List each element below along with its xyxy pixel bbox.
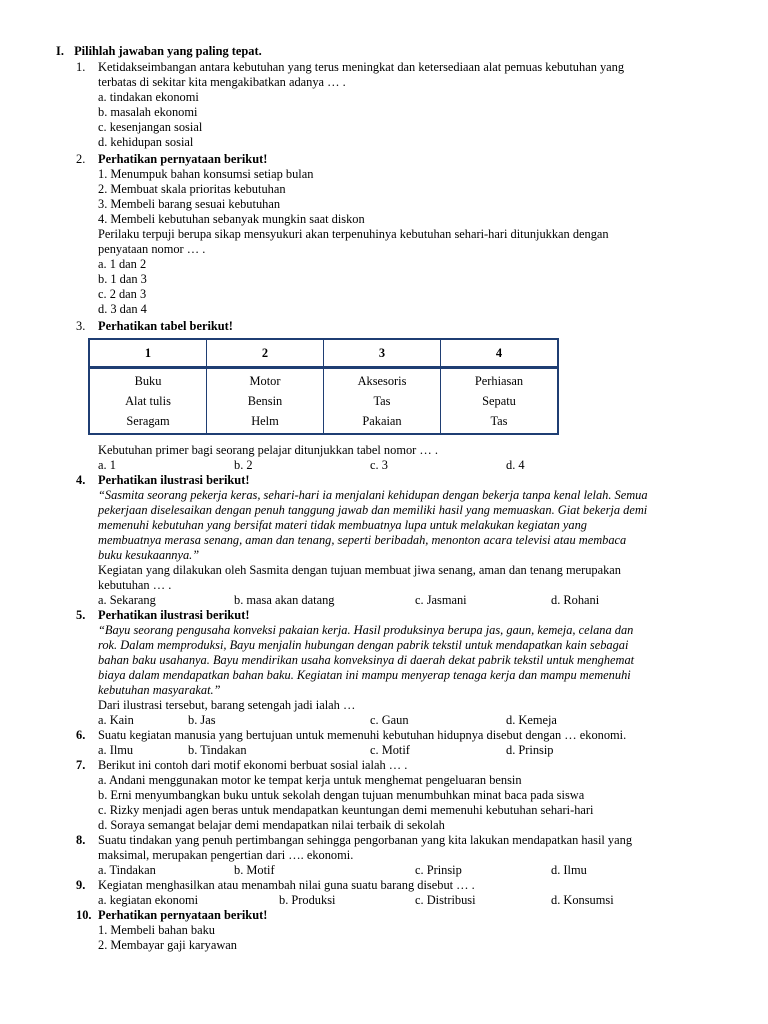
table-cell — [441, 368, 559, 435]
option-c[interactable]: c. Gaun — [370, 713, 409, 727]
statement: 4. Membeli kebutuhan sebanyak mungkin saat diskon — [98, 212, 365, 226]
question-text: Dari ilustrasi tersebut, barang setengah jadi ialah … — [98, 698, 356, 712]
option-d[interactable]: d. 3 dan 4 — [98, 302, 147, 316]
question-title: Perhatikan pernyataan berikut! — [98, 908, 268, 922]
question-1 — [76, 60, 698, 150]
question-number: 2. — [76, 152, 86, 166]
options-row — [98, 593, 698, 608]
illustration-text: buku kesukaannya.” — [98, 548, 200, 562]
option-a[interactable]: a. kegiatan ekonomi — [98, 893, 199, 907]
table-cell-item: Motor — [249, 374, 281, 388]
question-number: 8. — [76, 833, 86, 847]
option-a[interactable]: a. Ilmu — [98, 743, 134, 757]
question-10 — [76, 908, 698, 953]
option-a[interactable]: a. Andani menggunakan motor ke tempat kerja untuk menghemat pengeluaran bensin — [98, 773, 522, 787]
question-number: 4. — [76, 473, 86, 487]
option-c[interactable]: c. 3 — [370, 458, 388, 472]
question-number: 9. — [76, 878, 86, 892]
option-c[interactable]: c. Motif — [370, 743, 410, 757]
statement: 3. Membeli barang sesuai kebutuhan — [98, 197, 281, 211]
section-roman: I. — [56, 44, 64, 58]
exam-page — [0, 44, 768, 953]
question-title: Perhatikan ilustrasi berikut! — [98, 608, 250, 622]
option-b[interactable]: b. masa akan datang — [234, 593, 335, 607]
table-cell-item: Aksesoris — [357, 374, 407, 388]
table-cell-item: Seragam — [126, 414, 170, 428]
options-row — [98, 863, 698, 878]
option-b[interactable]: b. Produksi — [279, 893, 336, 907]
option-c[interactable]: c. Distribusi — [415, 893, 476, 907]
table-cell — [207, 368, 324, 435]
question-text: kebutuhan … . — [98, 578, 172, 592]
option-b[interactable]: b. 2 — [234, 458, 253, 472]
option-d[interactable]: d. Prinsip — [506, 743, 554, 757]
table-cell — [324, 368, 441, 435]
question-2 — [76, 152, 698, 317]
illustration-text: rok. Dalam memproduksi, Bayu menjalin hubungan dengan pabrik tekstil untuk mendapatkan kain sebagai — [98, 638, 629, 652]
table-cell — [89, 368, 207, 435]
question-title: Perhatikan pernyataan berikut! — [98, 152, 268, 166]
options-row — [98, 458, 698, 473]
option-c[interactable]: c. Jasmani — [415, 593, 467, 607]
question-text: Perilaku terpuji berupa sikap mensyukuri akan terpenuhinya kebutuhan sehari-hari ditunjukkan dengan — [98, 227, 609, 241]
illustration-text: bahan baku usahanya. Bayu mendirikan usaha konveksinya di daerah dekat pabrik tekstil untuk menghemat — [98, 653, 635, 667]
question-number: 7. — [76, 758, 86, 772]
question-title: Perhatikan tabel berikut! — [98, 319, 233, 333]
statement: 2. Membuat skala prioritas kebutuhan — [98, 182, 286, 196]
table-cell-item: Bensin — [247, 394, 283, 408]
question-number: 3. — [76, 319, 86, 333]
options-row — [98, 893, 698, 908]
option-d[interactable]: d. Konsumsi — [551, 893, 614, 907]
option-b[interactable]: b. Motif — [234, 863, 275, 877]
option-d[interactable]: d. Ilmu — [551, 863, 587, 877]
option-c[interactable]: c. kesenjangan sosial — [98, 120, 203, 134]
option-d[interactable]: d. Soraya semangat belajar demi mendapatkan nilai terbaik di sekolah — [98, 818, 445, 832]
table-cell-item: Tas — [490, 414, 508, 428]
table-header: 2 — [207, 339, 324, 368]
option-b[interactable]: b. Tindakan — [188, 743, 247, 757]
option-d[interactable]: d. Kemeja — [506, 713, 557, 727]
question-text: penyataan nomor … . — [98, 242, 206, 256]
option-a[interactable]: a. 1 — [98, 458, 116, 472]
section-title — [56, 44, 768, 60]
option-b[interactable]: b. masalah ekonomi — [98, 105, 198, 119]
question-text: Berikut ini contoh dari motif ekonomi berbuat sosial ialah … . — [98, 758, 408, 772]
question-text: Kegiatan yang dilakukan oleh Sasmita dengan tujuan membuat jiwa senang, aman dan tenang merupakan — [98, 563, 621, 577]
illustration-text: pekerjaan diselesaikan dengan penuh tanggung jawab dan memiliki hasil yang memuaskan. Giat bekerja demi — [98, 503, 648, 517]
statement: 1. Membeli bahan baku — [98, 923, 215, 937]
illustration-text: membuatnya merasa senang, aman dan tenang, seperti beribadah, menonton acara televisi atau membaca — [98, 533, 627, 547]
table-cell-item: Helm — [251, 414, 279, 428]
option-c[interactable]: c. Rizky menjadi agen beras untuk mendapatkan keuntungan demi memenuhi kebutuhan sehari-hari — [98, 803, 594, 817]
question-text: Suatu kegiatan manusia yang bertujuan untuk memenuhi kebutuhan hidupnya disebut dengan … ekonomi. — [98, 728, 627, 742]
illustration-text: memenuhi kebutuhan yang bersifat materi tidak membuatnya lupa untuk melakukan kegiatan yang — [98, 518, 587, 532]
section-heading: Pilihlah jawaban yang paling tepat. — [74, 44, 262, 58]
option-c[interactable]: c. Prinsip — [415, 863, 462, 877]
question-9 — [76, 878, 698, 908]
table-cell-item: Perhiasan — [474, 374, 524, 388]
question-8 — [76, 833, 698, 878]
statement: 2. Membayar gaji karyawan — [98, 938, 237, 952]
options-row — [98, 713, 698, 728]
statement: 1. Menumpuk bahan konsumsi setiap bulan — [98, 167, 314, 181]
table-header: 3 — [324, 339, 441, 368]
option-a[interactable]: a. 1 dan 2 — [98, 257, 147, 271]
illustration-text: kebutuhan masyarakat.” — [98, 683, 221, 697]
option-d[interactable]: d. Rohani — [551, 593, 600, 607]
table-header: 1 — [89, 339, 207, 368]
option-a[interactable]: a. Sekarang — [98, 593, 156, 607]
question-4 — [76, 473, 698, 608]
question-text: maksimal, merupakan pengertian dari …. ekonomi. — [98, 848, 354, 862]
option-b[interactable]: b. Erni menyumbangkan buku untuk sekolah dengan tujuan menumbuhkan minat baca pada siswa — [98, 788, 585, 802]
options-row — [98, 743, 698, 758]
option-d[interactable]: d. 4 — [506, 458, 525, 472]
question-7 — [76, 758, 698, 833]
needs-table — [88, 338, 559, 435]
table-cell-item: Pakaian — [362, 414, 402, 428]
question-3 — [76, 319, 698, 473]
illustration-text: biaya dalam mendapatkan bahan baku. Kegiatan ini mampu menyerap tenaga kerja dan mampu memenuhi — [98, 668, 631, 682]
table-header: 4 — [441, 339, 559, 368]
table-cell-item: Alat tulis — [125, 394, 171, 408]
question-title: Perhatikan ilustrasi berikut! — [98, 473, 250, 487]
table-cell-item: Buku — [134, 374, 162, 388]
option-b[interactable]: b. Jas — [188, 713, 216, 727]
question-text: Kebutuhan primer bagi seorang pelajar ditunjukkan tabel nomor … . — [98, 443, 438, 457]
table-cell-item: Tas — [373, 394, 391, 408]
option-a[interactable]: a. Kain — [98, 713, 134, 727]
question-number: 1. — [76, 60, 86, 74]
option-d[interactable]: d. kehidupan sosial — [98, 135, 194, 149]
question-number: 6. — [76, 728, 86, 742]
question-text: Ketidakseimbangan antara kebutuhan yang terus meningkat dan ketersediaan alat pemuas kebutuhan yang — [98, 60, 625, 74]
question-text: terbatas di sekitar kita mengakibatkan adanya … . — [98, 75, 346, 89]
question-text: Kegiatan menghasilkan atau menambah nilai guna suatu barang disebut … . — [98, 878, 475, 892]
question-number: 5. — [76, 608, 86, 622]
question-number: 10. — [76, 908, 92, 922]
question-text: Suatu tindakan yang penuh pertimbangan sehingga pengorbanan yang kita lakukan mendapatkan hasil yang — [98, 833, 633, 847]
option-a[interactable]: a. tindakan ekonomi — [98, 90, 199, 104]
question-5 — [76, 608, 698, 728]
option-c[interactable]: c. 2 dan 3 — [98, 287, 147, 301]
illustration-text: “Sasmita seorang pekerja keras, sehari-hari ia menjalani kehidupan dengan bekerja tanpa kenal lelah. Semua — [98, 488, 648, 502]
question-6 — [76, 728, 698, 758]
option-a[interactable]: a. Tindakan — [98, 863, 156, 877]
illustration-text: “Bayu seorang pengusaha konveksi pakaian kerja. Hasil produksinya berupa jas, gaun, kemeja, celana dan — [98, 623, 634, 637]
option-b[interactable]: b. 1 dan 3 — [98, 272, 147, 286]
table-cell-item: Sepatu — [482, 394, 516, 408]
